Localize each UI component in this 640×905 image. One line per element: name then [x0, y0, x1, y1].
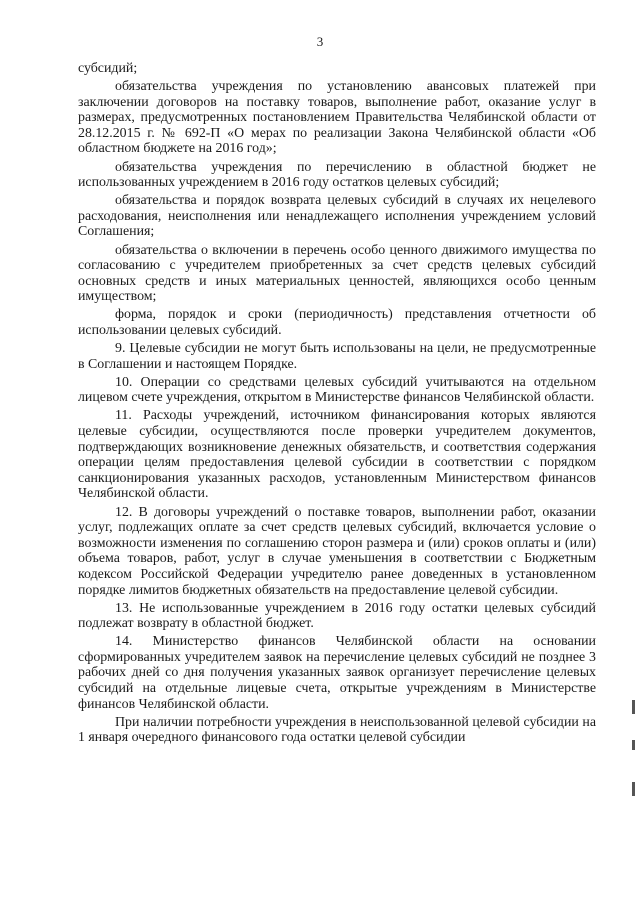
document-body [78, 61, 596, 748]
paragraph-continuation: субсидий; [78, 61, 138, 76]
paragraph-valuable-property: обязательства о включении в перечень особо ценного движимого имущества по согласованию с учредителем приобретенных за счет средств целевых субсидий основных средств и иных материальных ценностей, являющихся особо ценным имуществом; [78, 242, 596, 305]
clause-10: 10. Операции со средствами целевых субсидий учитываются на отдельном лицевом счете учреждения, открытом в Министерстве финансов Челябинской области. [78, 374, 596, 406]
paragraph-return-procedure: обязательства и порядок возврата целевых субсидий в случаях их нецелевого расходования, неисполнения или ненадлежащего исполнения учреждением условий Соглашения; [78, 193, 596, 240]
paragraph-unused-balances: обязательства учреждения по перечислению в областной бюджет не использованных учреждением в 2016 году остатков целевых субсидий; [78, 159, 596, 191]
clause-11: 11. Расходы учреждений, источником финансирования которых являются целевые субсидии, осуществляются после проверки учредителем документов, подтверждающих возникновение денежных обязательств, и соответствия содержания операции целям предоставления целевой субсидии в соответствии с порядком санкционирования указанных расходов, установленным Министерством финансов Челябинской области. [78, 408, 596, 502]
paragraph-unused-need: При наличии потребности учреждения в неиспользованной целевой субсидии на 1 января очередного финансового года остатки целевой субсидии [78, 714, 596, 746]
paragraph-advance-payments: обязательства учреждения по установлению авансовых платежей при заключении договоров на поставку товаров, выполнение работ, оказание услуг в размерах, предусмотренных постановлением Правительства Челябинской области от 28.12.2015 г. № 692-П «О мерах по реализации Закона Челябинской области «Об областном бюджете на 2016 год»; [78, 79, 596, 157]
clause-14: 14. Министерство финансов Челябинской области на основании сформированных учредителем заявок на перечисление целевых субсидий не позднее 3 рабочих дней со дня получения указанных заявок организует перечисление целевых субсидий на отдельные лицевые счета, открытые учреждениям в Министерстве финансов Челябинской области. [78, 634, 596, 712]
paragraph-reporting: форма, порядок и сроки (периодичность) представления отчетности об использовании целевых субсидий. [78, 307, 596, 338]
clause-13: 13. Не использованные учреждением в 2016 году остатки целевых субсидий подлежат возврату в областной бюджет. [78, 600, 596, 632]
clause-9: 9. Целевые субсидии не могут быть использованы на цели, не предусмотренные в Соглашении и настоящем Порядке. [78, 341, 596, 372]
clause-12: 12. В договоры учреждений о поставке товаров, выполнении работ, оказании услуг, подлежащих оплате за счет средств целевых субсидий, включается условие о возможности изменения по соглашению сторон размера и (или) сроков оплаты и (или) объема товаров, работ, услуг в случае уменьшения в соответствии с Бюджетным кодексом Российской Федерации учредителю ранее доведенных в установленном порядке лимитов бюджетных обязательств на предоставление целевой субсидии. [78, 504, 596, 598]
scan-edge-marks [632, 700, 640, 810]
page-number: 3 [316, 34, 324, 49]
